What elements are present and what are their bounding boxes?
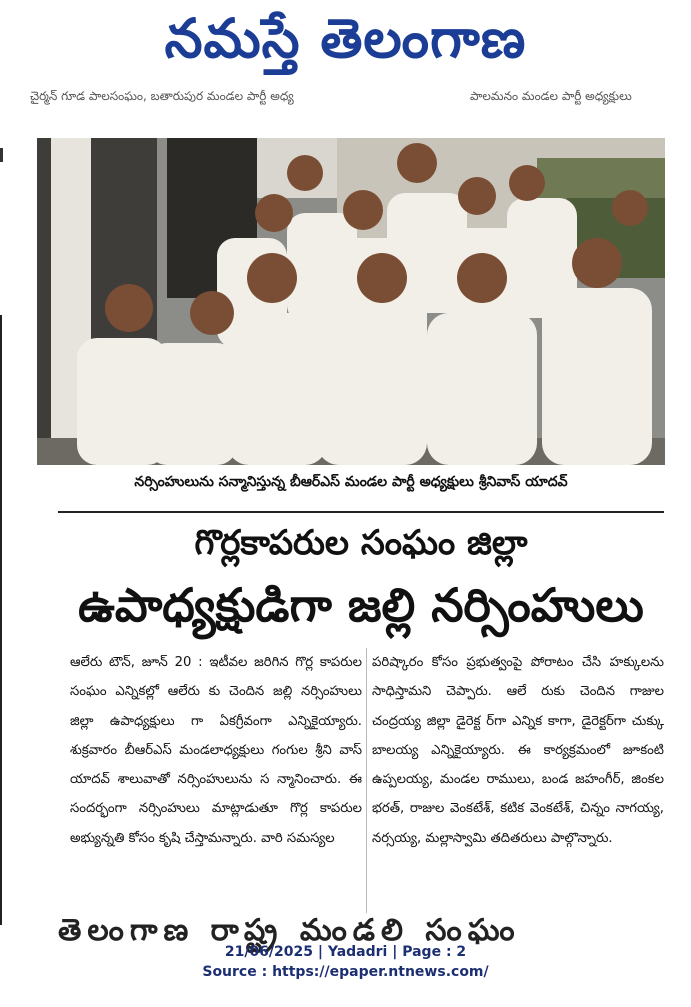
photo-caption: నర్సింహులును సన్మానిస్తున్న బీఆర్ఎస్ మండల పార్టీ అధ్యక్షులు శ్రీనివాస్ యాదవ్: [134, 474, 568, 490]
column-marker: [0, 148, 3, 162]
masthead: [0, 0, 691, 90]
news-photo: [37, 138, 665, 465]
cut-off-text-left: చైర్మన్ గూడ పాలసంఘం, బతారుపుర మండల పార్టీ అధ్య: [30, 89, 294, 103]
article-headline: ఉపాధ్యక్షుడిగా జల్లి నర్సింహులు: [78, 578, 644, 632]
article-column-right: పరిష్కారం కోసం ప్రభుత్వంపై పోరాటం చేసి హక్కులను సాధిస్తామని చెప్పారు. ఆలే రుకు చెందిన గాజుల చంద్రయ్య జిల్లా డైరెక్ట ర్‌గా ఎన్నిక కాగా, డైరెక్టర్‌గా చుక్కు బాలయ్య ఎన్నికైయ్యారు. ఈ కార్యక్రమంలో జూకంటి ఉప్పలయ్య, మండల రాములు, బండ జహంగీర్, జింకల భరత్, రాజుల వెంకటేశ్, కటిక వెంకటేశ్, చిన్నం నాగయ్య, నర్సయ్య, మల్లాస్వామి తదితరులు పాల్గొన్నారు.: [372, 655, 664, 846]
article-column-left: ఆలేరు టౌన్, జూన్ 20 : ఇటీవల జరిగిన గొర్ల కాపరుల సంఘం ఎన్నికల్లో ఆలేరు కు చెందిన జల్లి నర్సింహులు జిల్లా ఉపాధ్యక్షులు గా ఏకగ్రీవంగా ఎన్నికైయ్యారు. శుక్రవారం బీఆర్ఎస్ మండలాధ్యక్షులు గంగుల శ్రీని వాస్ యాదవ్ శాలువాతో నర్సింహులును స న్మానించారు. ఈ సందర్భంగా నర్సింహులు మాట్లాడుతూ గొర్ల కాపరుల అభ్యున్నతి కోసం కృషి చేస్తామన్నారు. వారి సమస్యల: [70, 655, 362, 846]
edition-info: 21/06/2025 | Yadadri | Page : 2: [224, 944, 467, 960]
article-kicker: గొర్లకాపరుల సంఘం జిల్లా: [194, 523, 528, 563]
headline-rule: [58, 511, 664, 513]
cut-off-text-strip: [30, 89, 680, 110]
page-footer: [0, 942, 691, 992]
source-link[interactable]: Source : https://epaper.ntnews.com/: [202, 964, 489, 980]
column-divider: [366, 648, 367, 913]
group-photo-illustration: [37, 138, 665, 465]
newspaper-title: నమస్తే తెలంగాణ: [164, 6, 527, 70]
cut-off-text-right: పాలమనం మండల పార్టీ అధ్యక్షులు: [470, 89, 632, 103]
left-column-rule: [0, 315, 2, 925]
next-headline-text: తెలంగాణ రాష్ట్ర మండలి సంఘం: [58, 913, 521, 948]
next-article-headline-fragment: [58, 913, 664, 948]
